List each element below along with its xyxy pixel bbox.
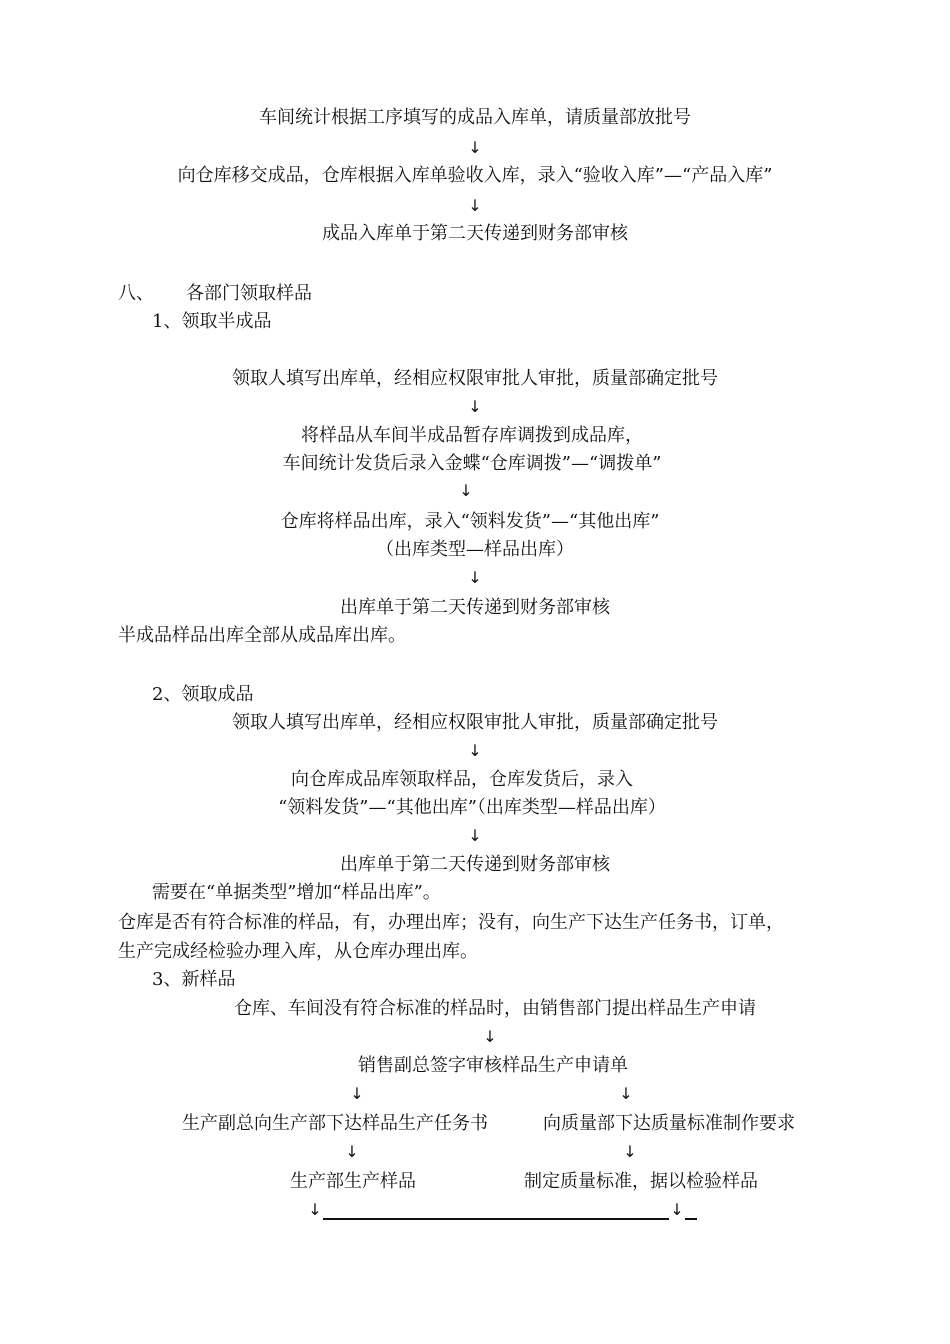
- sub2-note2-line2: 生产完成经检验办理入库，从仓库办理出库。: [118, 941, 478, 962]
- top-flow-step2: 向仓库移交成品，仓库根据入库单验收入库，录入“验收入库”—“产品入库”: [177, 165, 773, 186]
- sub2-step2-line1: 向仓库成品库领取样品，仓库发货后，录入: [291, 769, 633, 790]
- down-arrow-icon: ↓: [350, 1084, 364, 1103]
- sub1-step3-line1: 仓库将样品出库，录入“领料发货”—“其他出库”: [280, 511, 660, 532]
- sub3-step2: 销售副总签字审核样品生产申请单: [358, 1055, 628, 1076]
- sub3-right-step3: 向质量部下达质量标准制作要求: [543, 1113, 795, 1134]
- sub2-step1: 领取人填写出库单，经相应权限审批人审批，质量部确定批号: [232, 712, 718, 733]
- merge-connector-tail: [685, 1218, 697, 1220]
- sub1-step2-line1: 将样品从车间半成品暂存库调拨到成品库，: [301, 425, 643, 446]
- merge-connector-line: [323, 1218, 669, 1220]
- sub3-right-step4: 制定质量标准，据以检验样品: [524, 1171, 758, 1192]
- sub3-left-step3: 生产副总向生产部下达样品生产任务书: [182, 1113, 488, 1134]
- top-flow-step3: 成品入库单于第二天传递到财务部审核: [322, 223, 628, 244]
- down-arrow-icon: ↓: [468, 568, 482, 587]
- down-arrow-icon: ↓: [468, 741, 482, 760]
- sub1-step2-line2: 车间统计发货后录入金蝶“仓库调拨”—“调拨单”: [282, 453, 662, 474]
- down-arrow-icon: ↓: [459, 481, 473, 500]
- sub1-note: 半成品样品出库全部从成品库出库。: [118, 625, 406, 646]
- sub1-step1: 领取人填写出库单，经相应权限审批人审批，质量部确定批号: [232, 368, 718, 389]
- sub2-heading: 2、领取成品: [152, 684, 254, 705]
- sub1-step4: 出库单于第二天传递到财务部审核: [340, 597, 610, 618]
- sub2-note2-line1: 仓库是否有符合标准的样品，有，办理出库；没有，向生产下达生产任务书，订单，: [118, 912, 784, 933]
- sub3-step1: 仓库、车间没有符合标准的样品时，由销售部门提出样品生产申请: [234, 998, 756, 1019]
- down-arrow-icon: ↓: [345, 1142, 359, 1161]
- section8-number: 八、: [118, 283, 154, 304]
- sub2-step3: 出库单于第二天传递到财务部审核: [340, 854, 610, 875]
- sub1-heading: 1、领取半成品: [152, 311, 272, 332]
- down-arrow-icon: ↓: [308, 1200, 322, 1219]
- down-arrow-icon: ↓: [468, 196, 482, 215]
- down-arrow-icon: ↓: [619, 1084, 633, 1103]
- down-arrow-icon: ↓: [623, 1142, 637, 1161]
- down-arrow-icon: ↓: [468, 138, 482, 157]
- section8-title: 各部门领取样品: [186, 283, 312, 304]
- down-arrow-icon: ↓: [483, 1027, 497, 1046]
- sub2-step2-line2: “领料发货”—“其他出库”（出库类型—样品出库）: [278, 797, 666, 818]
- sub3-heading: 3、新样品: [152, 969, 236, 990]
- sub3-left-step4: 生产部生产样品: [290, 1171, 416, 1192]
- down-arrow-icon: ↓: [670, 1200, 684, 1219]
- down-arrow-icon: ↓: [468, 397, 482, 416]
- down-arrow-icon: ↓: [468, 826, 482, 845]
- sub2-note1: 需要在“单据类型”增加“样品出库”。: [152, 882, 441, 903]
- sub1-step3-line2: （出库类型—样品出库）: [376, 539, 574, 560]
- top-flow-step1: 车间统计根据工序填写的成品入库单，请质量部放批号: [259, 107, 691, 128]
